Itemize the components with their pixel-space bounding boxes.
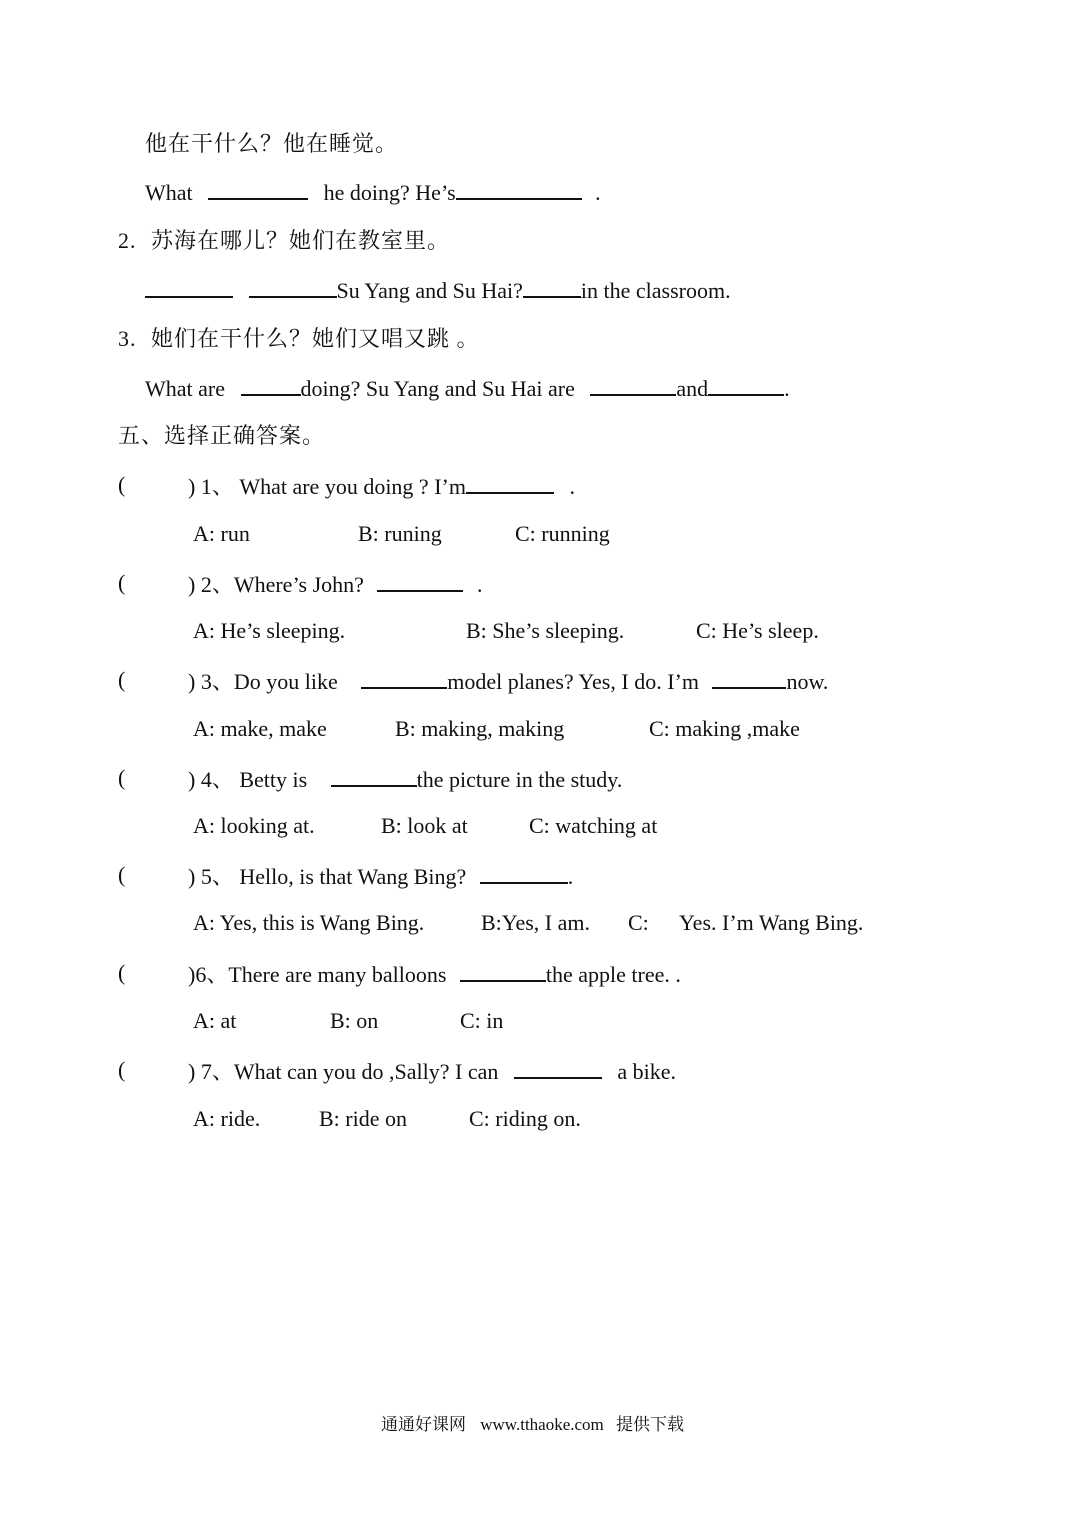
item7-stem [188,1057,676,1086]
q3-text-d: . [784,376,790,401]
item6-stem [188,960,681,989]
item2-stem [188,570,482,599]
item3-option-c[interactable]: C: making ,make [649,716,800,741]
item2-blank[interactable] [377,570,463,592]
item1-blank[interactable] [466,472,554,494]
page-footer [381,1410,684,1435]
item6-option-b[interactable]: B: on [330,1008,379,1033]
item3-option-a[interactable]: A: make, make [193,716,327,741]
q1-text-b: he doing? He’s [323,180,456,205]
item2-option-c[interactable]: C: He’s sleep. [696,618,819,643]
q3-blank-1[interactable] [241,374,301,396]
part5-heading: 五、选择正确答案。 [118,423,326,448]
item5-blank[interactable] [480,862,568,884]
item5-answer-paren[interactable]: ( [118,862,126,887]
item6-stem-a: )6、There are many balloons [188,962,447,987]
item5-option-b[interactable]: B:Yes, I am. [481,910,591,935]
item3-blank-1[interactable] [361,667,447,689]
item4-answer-paren[interactable]: ( [118,765,126,790]
item1-stem-a: ) 1、 What are you doing ? I’m [188,474,466,499]
q3-chinese-text: 她们在干什么？她们又唱又跳 。 [151,326,480,351]
item4-option-a[interactable]: A: looking at. [193,813,315,838]
item5-stem-b: . [567,864,574,889]
item1-option-b[interactable]: B: runing [358,521,442,546]
item3-stem-a: ) 3、Do you like [188,669,338,694]
q2-text-b: in the classroom. [580,278,731,303]
q2-number: 2. [118,228,137,253]
item5-stem-a: ) 5、 Hello, is that Wang Bing? [188,864,467,889]
item1-stem-b: . [569,474,575,499]
item4-stem [188,765,622,794]
item4-stem-a: ) 4、 Betty is [188,767,308,792]
item4-blank[interactable] [331,765,417,787]
q2-text-a: Su Yang and Su Hai? [336,278,523,303]
item7-stem-a: ) 7、What can you do ,Sally? I can [188,1059,499,1084]
q3-text-a: What are [145,376,225,401]
item3-stem [188,667,828,696]
item2-stem-a: ) 2、Where’s John? [188,572,364,597]
q3-chinese [118,325,480,353]
q1-text-c: . [595,180,601,205]
q2-english [145,276,731,305]
item1-answer-paren[interactable]: ( [118,472,126,497]
footer-suffix: 提供下载 [616,1415,685,1434]
item6-option-c[interactable]: C: in [460,1008,504,1033]
item3-answer-paren[interactable]: ( [118,667,126,692]
item4-option-b[interactable]: B: look at [381,813,468,838]
q2-blank-2[interactable] [249,276,337,298]
item1-stem [188,472,575,501]
item3-blank-2[interactable] [712,667,786,689]
item7-blank[interactable] [514,1057,602,1079]
item2-stem-b: . [476,572,483,597]
q3-number: 3. [118,326,137,351]
q2-chinese-text: 苏海在哪儿？她们在教室里。 [151,228,451,253]
footer-site-name: 通通好课网 [381,1415,466,1434]
q3-text-c: and [676,376,709,401]
item3-stem-c: now. [786,669,829,694]
item3-option-b[interactable]: B: making, making [395,716,565,741]
item1-option-a[interactable]: A: run [193,521,250,546]
item5-option-c-label[interactable]: C: [628,910,649,935]
item2-option-b[interactable]: B: She’s sleeping. [466,618,625,643]
item6-blank[interactable] [460,960,546,982]
item3-stem-b: model planes? Yes, I do. I’m [447,669,699,694]
item5-stem [188,862,573,891]
q1-blank-1[interactable] [208,178,308,200]
item1-option-c[interactable]: C: running [515,521,610,546]
item6-option-a[interactable]: A: at [193,1008,237,1033]
q2-chinese [118,227,450,255]
item4-option-c[interactable]: C: watching at [529,813,658,838]
item5-option-c-text[interactable]: Yes. I’m Wang Bing. [679,910,864,935]
q1-blank-2[interactable] [456,178,582,200]
item5-option-a[interactable]: A: Yes, this is Wang Bing. [193,910,425,935]
item7-option-c[interactable]: C: riding on. [469,1106,581,1131]
item6-stem-b: the apple tree. . [545,962,681,987]
item6-answer-paren[interactable]: ( [118,960,126,985]
q1-english [145,178,601,207]
q3-text-b: doing? Su Yang and Su Hai are [300,376,575,401]
q1-chinese: 他在干什么？他在睡觉。 [145,131,399,156]
item2-option-a[interactable]: A: He’s sleeping. [193,618,346,643]
footer-url[interactable]: www.tthaoke.com [480,1415,604,1434]
q2-blank-3[interactable] [523,276,581,298]
q1-text-a: What [145,180,193,205]
q3-blank-3[interactable] [708,374,784,396]
q3-blank-2[interactable] [590,374,676,396]
item4-stem-b: the picture in the study. [416,767,623,792]
q2-blank-1[interactable] [145,276,233,298]
item7-answer-paren[interactable]: ( [118,1057,126,1082]
item7-option-b[interactable]: B: ride on [319,1106,407,1131]
item7-stem-b: a bike. [617,1059,676,1084]
item2-answer-paren[interactable]: ( [118,570,126,595]
q3-english [145,374,790,403]
item7-option-a[interactable]: A: ride. [193,1106,261,1131]
